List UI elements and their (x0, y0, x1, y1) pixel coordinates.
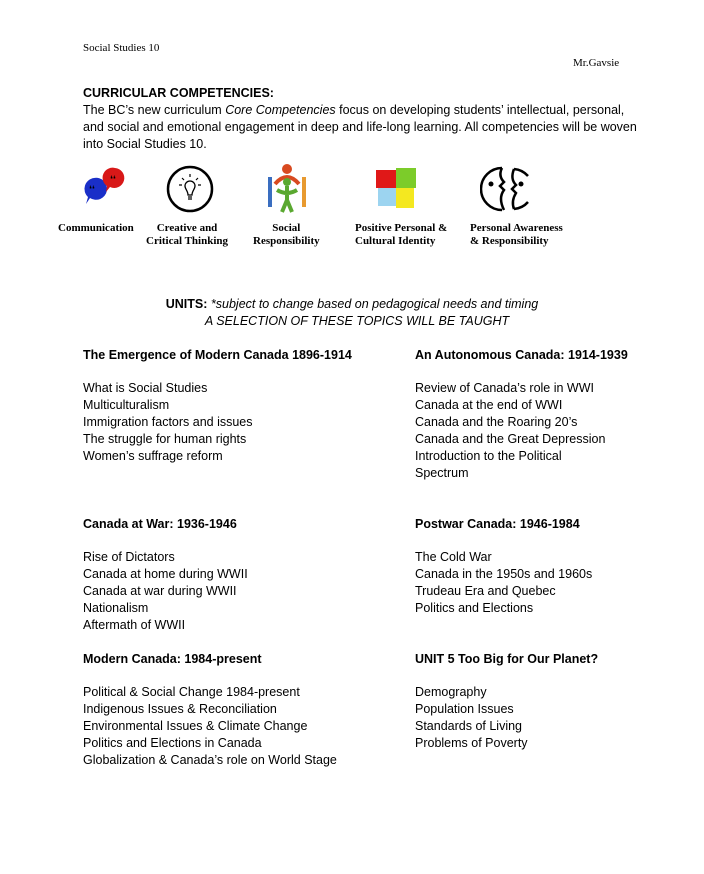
faces-icon (480, 164, 530, 214)
topic-item: What is Social Studies (83, 381, 208, 395)
unit-section (415, 651, 704, 752)
topic-item: Immigration factors and issues (83, 415, 253, 429)
units-selection-note: A SELECTION OF THESE TOPICS WILL BE TAUGHT (204, 314, 510, 328)
competencies-title: CURRICULAR COMPETENCIES: (83, 86, 274, 100)
topic-item: Canada and the Roaring 20’s (415, 415, 578, 429)
teacher-name: Mr.Gavsie (573, 57, 620, 69)
competency-personal-awareness: Personal Awareness & Responsibility (470, 222, 563, 247)
topic-item: Review of Canada’s role in WWI (415, 381, 595, 395)
competency-social-responsibility: Social Responsibility (253, 222, 320, 247)
topic-item: Population Issues (415, 702, 514, 716)
units-label: UNITS: (165, 297, 208, 311)
topic-item: Spectrum (415, 466, 469, 480)
competencies-intro (83, 102, 643, 153)
topic-item: Canada at home during WWII (83, 567, 248, 581)
topic-item: Nationalism (83, 601, 149, 615)
topic-item: Political & Social Change 1984-present (83, 685, 300, 699)
svg-text:❛❛: ❛❛ (89, 184, 95, 194)
topic-item: Canada in the 1950s and 1960s (415, 567, 593, 581)
intro-text: The BC’s new curriculum (83, 103, 226, 117)
topic-item: Globalization & Canada’s role on World Stage (83, 753, 337, 767)
unit-section (83, 516, 383, 634)
topic-item: Multiculturalism (83, 398, 170, 412)
topic-item: Politics and Elections (415, 601, 534, 615)
units-heading (0, 296, 704, 330)
unit-section (415, 347, 704, 482)
unit-title: The Emergence of Modern Canada 1896-1914 (83, 348, 352, 362)
unit-section (83, 651, 383, 769)
topic-item: Standards of Living (415, 719, 523, 733)
puzzle-icon (372, 164, 422, 214)
topic-item: Canada and the Great Depression (415, 432, 606, 446)
competency-cultural-identity: Positive Personal & Cultural Identity (355, 222, 448, 247)
topic-item: Politics and Elections in Canada (83, 736, 262, 750)
topic-item: Demography (415, 685, 487, 699)
people-circle-icon (262, 162, 312, 214)
topic-item: Canada at war during WWII (83, 584, 237, 598)
topic-item: The struggle for human rights (83, 432, 247, 446)
unit-title: Postwar Canada: 1946-1984 (415, 517, 580, 531)
svg-text:❛❛: ❛❛ (110, 174, 116, 184)
intro-text: focus on developing students’ intellectual, personal, and social and emotional engagement in deep and life-long learning. All competencies will be woven into Social Studies 10. (83, 103, 637, 151)
lightbulb-icon (165, 164, 215, 214)
units-note: *subject to change based on pedagogical needs and timing (207, 297, 539, 311)
topic-item: Problems of Poverty (415, 736, 528, 750)
unit-title: Canada at War: 1936-1946 (83, 517, 237, 531)
unit-section (83, 347, 383, 465)
unit-title: UNIT 5 Too Big for Our Planet? (415, 652, 599, 666)
competency-communication: Communication (58, 222, 134, 234)
topic-item: Introduction to the Political (415, 449, 562, 463)
speech-bubbles-icon (80, 164, 130, 214)
topic-item: Trudeau Era and Quebec (415, 584, 556, 598)
topic-item: Rise of Dictators (83, 550, 175, 564)
topic-item: Aftermath of WWII (83, 618, 186, 632)
topic-item: Environmental Issues & Climate Change (83, 719, 308, 733)
topic-item: Indigenous Issues & Reconciliation (83, 702, 277, 716)
unit-title: Modern Canada: 1984-present (83, 652, 262, 666)
topic-item: Women’s suffrage reform (83, 449, 223, 463)
unit-section (415, 516, 704, 617)
topic-item: Canada at the end of WWI (415, 398, 563, 412)
course-title: Social Studies 10 (83, 42, 160, 54)
unit-title: An Autonomous Canada: 1914-1939 (415, 348, 628, 362)
competency-creative-thinking: Creative and Critical Thinking (146, 222, 229, 247)
intro-emphasis: Core Competencies (225, 103, 336, 117)
topic-item: The Cold War (415, 550, 492, 564)
